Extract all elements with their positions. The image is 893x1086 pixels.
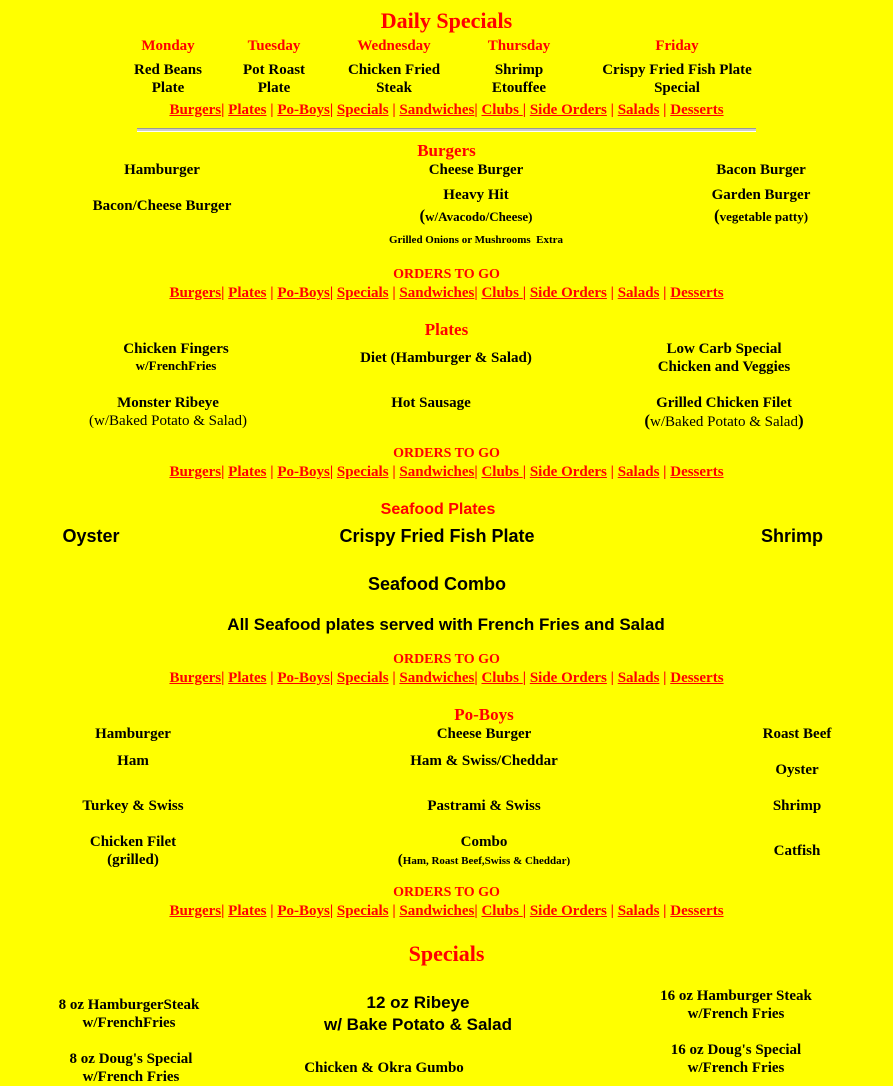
orders-to-go-label: ORDERS TO GO [393,446,500,461]
nav-link-salads[interactable]: Salads [617,670,660,686]
nav-link-side-orders[interactable]: Side Orders [529,102,607,118]
plate-low-carb-name: Low Carb Special [666,341,782,357]
special-dougs-8-note: w/French Fries [82,1069,180,1085]
special-dougs-8-name: 8 oz Doug's Special [69,1051,193,1067]
menu-nav-bar: Burgers| Plates | Po-Boys| Specials | Sandwiches| Clubs | Side Orders | Salads | Desserts [169,285,724,301]
nav-link-plates[interactable]: Plates [228,464,267,480]
nav-link-plates[interactable]: Plates [228,102,267,118]
seafood-section-title: Seafood Plates [380,501,496,518]
burger-garden [651,186,871,226]
day-name: Wednesday [357,38,431,54]
plate-chicken-fingers-name: Chicken Fingers [123,341,229,357]
day-special-line1: Chicken Fried [347,62,441,78]
special-ribeye-name: 12 oz Ribeye [366,993,470,1012]
nav-link-specials[interactable]: Specials [336,102,389,118]
plate-grilled-chicken-name: Grilled Chicken Filet [656,395,792,411]
plate-low-carb-note: Chicken and Veggies [657,359,791,375]
plates-section-title: Plates [424,320,469,339]
nav-link-salads[interactable]: Salads [617,464,660,480]
day-column-friday [582,38,772,97]
nav-link-poboys[interactable]: Po-Boys [277,285,330,301]
seafood-served-note: All Seafood plates served with French Fries and Salad [227,615,665,634]
nav-link-salads[interactable]: Salads [617,102,660,118]
menu-nav-bar: Burgers| Plates | Po-Boys| Specials | Sandwiches| Clubs | Side Orders | Salads | Desserts [169,903,724,919]
orders-to-go-label: ORDERS TO GO [393,267,500,282]
plate-monster-ribeye-note: (w/Baked Potato & Salad) [89,413,247,429]
day-column-monday [118,38,218,97]
poboy-turkey-swiss: Turkey & Swiss [82,798,184,814]
burger-garden-note-line: (vegetable patty) [713,206,809,225]
plate-grilled-chicken-note-line: (w/Baked Potato & Salad) [644,411,804,430]
plate-monster-ribeye [58,394,278,430]
burger-bacon-burger: Bacon Burger [716,162,806,178]
burger-bacon-cheese: Bacon/Cheese Burger [92,198,232,214]
nav-link-poboys[interactable]: Po-Boys [277,903,330,919]
divider [137,128,756,132]
specials-section-title: Specials [408,941,485,966]
nav-link-poboys[interactable]: Po-Boys [277,102,330,118]
nav-link-burgers[interactable]: Burgers [169,670,222,686]
nav-link-specials[interactable]: Specials [336,285,389,301]
poboys-section-title: Po-Boys [454,705,514,724]
poboy-pastrami: Pastrami & Swiss [427,798,541,814]
nav-link-desserts[interactable]: Desserts [670,464,724,480]
poboy-oyster: Oyster [775,762,819,778]
plate-monster-ribeye-name: Monster Ribeye [117,395,219,411]
nav-link-salads[interactable]: Salads [617,903,660,919]
nav-link-plates[interactable]: Plates [228,903,267,919]
day-name: Tuesday [247,38,301,54]
nav-link-desserts[interactable]: Desserts [670,285,724,301]
burger-heavy-hit-note-line: (w/Avacodo/Cheese) [419,206,533,225]
special-hamburger-steak-16-name: 16 oz Hamburger Steak [660,988,812,1004]
poboy-combo-note: Ham, Roast Beef,Swiss & Cheddar) [402,855,571,867]
menu-nav-bar: Burgers| Plates | Po-Boys| Specials | Sandwiches| Clubs | Side Orders | Salads | Desserts [169,670,724,686]
special-gumbo: Chicken & Okra Gumbo [304,1060,464,1076]
special-hamburger-steak-16-note: w/French Fries [687,1006,785,1022]
burger-heavy-hit-name: Heavy Hit [443,187,509,203]
poboy-chicken-filet-name: Chicken Filet [89,834,177,850]
nav-link-clubs[interactable]: Clubs [481,102,523,118]
day-column-wednesday [334,38,454,97]
special-dougs-16 [626,1041,846,1077]
poboy-combo-name: Combo [460,834,508,850]
nav-link-poboys[interactable]: Po-Boys [277,670,330,686]
nav-link-burgers[interactable]: Burgers [169,102,222,118]
special-ribeye [288,992,548,1036]
day-special-line1: Crispy Fried Fish Plate [602,62,752,78]
special-dougs-16-note: w/French Fries [687,1060,785,1076]
nav-link-side-orders[interactable]: Side Orders [529,285,607,301]
nav-link-desserts[interactable]: Desserts [670,670,724,686]
nav-link-poboys[interactable]: Po-Boys [277,464,330,480]
day-special-line2: Steak [376,80,412,96]
plate-diet: Diet (Hamburger & Salad) [360,350,532,366]
day-name: Monday [141,38,195,54]
nav-link-sandwiches[interactable]: Sandwiches [399,670,475,686]
burger-cheese-burger: Cheese Burger [428,162,524,178]
special-hamburger-steak-8 [19,996,239,1032]
burgers-section-title: Burgers [417,141,476,160]
nav-link-desserts[interactable]: Desserts [670,102,724,118]
nav-link-sandwiches[interactable]: Sandwiches [399,903,475,919]
special-dougs-16-name: 16 oz Doug's Special [670,1042,802,1058]
day-special-line2: Special [654,80,700,96]
plate-hot-sausage: Hot Sausage [391,395,471,411]
poboy-shrimp: Shrimp [772,798,822,814]
burger-hamburger: Hamburger [124,162,200,178]
nav-link-side-orders[interactable]: Side Orders [529,903,607,919]
nav-link-plates[interactable]: Plates [228,670,267,686]
day-special-line2: Plate [257,80,291,96]
poboy-chicken-filet [33,833,233,869]
seafood-shrimp: Shrimp [760,526,823,546]
special-hamburger-steak-8-note: w/FrenchFries [82,1015,176,1031]
seafood-crispy-fish: Crispy Fried Fish Plate [339,526,535,546]
nav-link-clubs[interactable]: Clubs [481,670,523,686]
poboy-cheese-burger: Cheese Burger [436,726,532,742]
special-hamburger-steak-8-name: 8 oz HamburgerSteak [58,997,200,1013]
nav-link-sandwiches[interactable]: Sandwiches [399,285,475,301]
nav-link-desserts[interactable]: Desserts [670,903,724,919]
poboy-combo-note-line: (Ham, Roast Beef,Swiss & Cheddar) [397,852,571,868]
nav-link-burgers[interactable]: Burgers [169,285,222,301]
nav-link-sandwiches[interactable]: Sandwiches [399,102,475,118]
day-name: Friday [655,38,699,54]
nav-link-clubs[interactable]: Clubs [481,464,523,480]
poboy-ham-swiss: Ham & Swiss/Cheddar [410,753,558,769]
day-name: Thursday [487,38,551,54]
orders-to-go-label: ORDERS TO GO [393,652,500,667]
day-special-line1: Shrimp [494,62,544,78]
menu-nav-bar: Burgers| Plates | Po-Boys| Specials | Sandwiches| Clubs | Side Orders | Salads | Desserts [169,464,724,480]
seafood-combo: Seafood Combo [368,574,506,594]
nav-link-burgers[interactable]: Burgers [169,903,222,919]
poboy-chicken-filet-note: (grilled) [107,852,159,868]
plate-grilled-chicken [604,394,844,431]
daily-specials-title: Daily Specials [380,8,513,33]
special-hamburger-steak-16 [616,987,856,1023]
poboy-hamburger: Hamburger [95,726,171,742]
poboy-combo [354,833,614,870]
poboy-ham: Ham [117,753,149,769]
burger-garden-name: Garden Burger [711,187,811,203]
plate-low-carb [614,340,834,376]
nav-link-specials[interactable]: Specials [336,903,389,919]
special-dougs-8 [21,1050,241,1086]
nav-link-clubs[interactable]: Clubs [481,285,523,301]
plate-grilled-chicken-note: w/Baked Potato & Salad [650,414,798,430]
nav-link-specials[interactable]: Specials [336,670,389,686]
nav-link-specials[interactable]: Specials [336,464,389,480]
nav-link-salads[interactable]: Salads [617,285,660,301]
nav-link-sandwiches[interactable]: Sandwiches [399,464,475,480]
menu-nav-bar: Burgers| Plates | Po-Boys| Specials | Sandwiches| Clubs | Side Orders | Salads | Desserts [169,102,724,118]
burger-heavy-hit [366,186,586,226]
special-ribeye-note: w/ Bake Potato & Salad [324,1015,512,1034]
day-special-line1: Red Beans [134,62,202,78]
seafood-oyster: Oyster [62,526,120,546]
nav-link-plates[interactable]: Plates [228,285,267,301]
day-column-tuesday [224,38,324,97]
plate-chicken-fingers [76,340,276,374]
poboy-roast-beef: Roast Beef [762,726,832,742]
day-special-line2: Etouffee [491,80,547,96]
nav-link-clubs[interactable]: Clubs [481,903,523,919]
plate-chicken-fingers-note: w/FrenchFries [135,358,217,373]
burger-garden-note: vegetable patty) [719,209,809,224]
burger-heavy-hit-note: w/Avacodo/Cheese) [425,209,533,224]
nav-link-side-orders[interactable]: Side Orders [529,670,607,686]
nav-link-burgers[interactable]: Burgers [169,464,222,480]
orders-to-go-label: ORDERS TO GO [393,885,500,900]
day-special-line2: Plate [151,80,185,96]
poboy-catfish: Catfish [773,843,821,859]
burger-extra-note: Grilled Onions or Mushrooms Extra [388,234,564,246]
day-special-line1: Pot Roast [242,62,306,78]
nav-link-side-orders[interactable]: Side Orders [529,464,607,480]
day-column-thursday [464,38,574,97]
